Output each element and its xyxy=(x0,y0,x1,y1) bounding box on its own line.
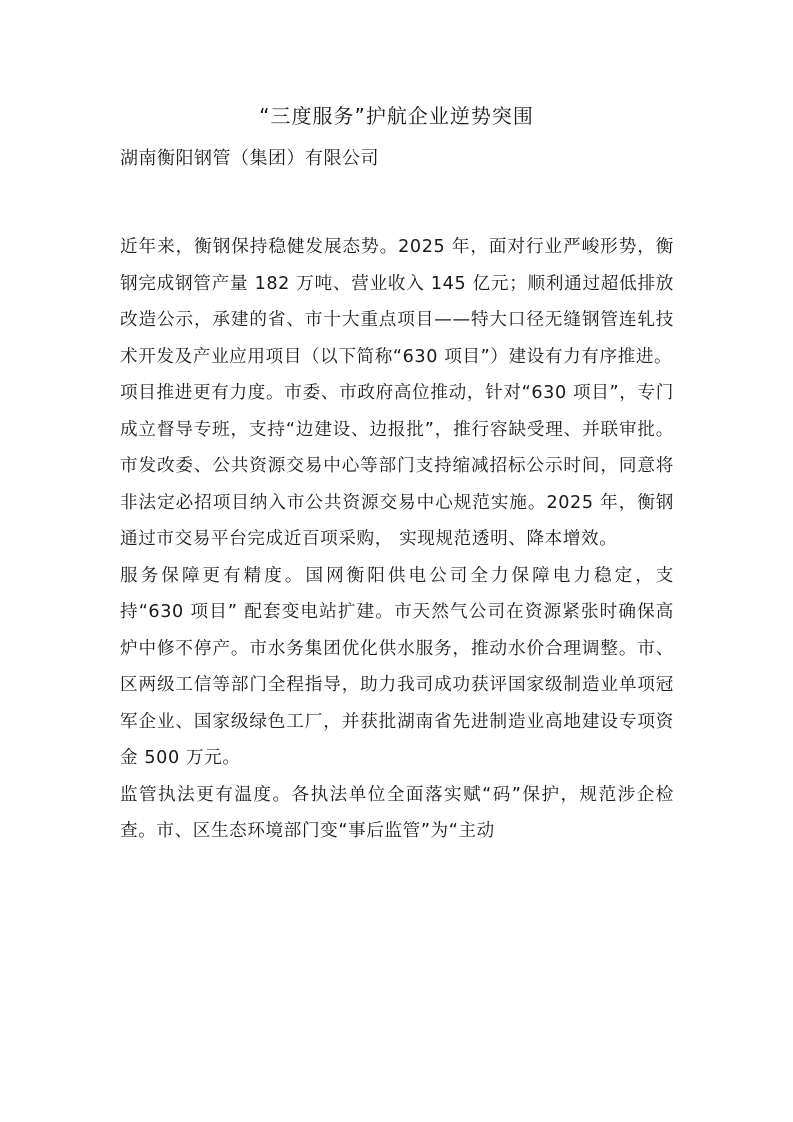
paragraph-project-progress: 项目推进更有力度。市委、市政府高位推动，针对“630 项目”，专门成立督导专班，支持“边建设、边报批”，推行容缺受理、并联审批。市发改委、公共资源交易中心等部门支持缩减招标公示时间，同意将非法定必招项目纳入市公共资源交易中心规范实施。2025 年，衡钢通过市交易平台完成近百项采购， 实现规范透明、降本增效。 xyxy=(120,383,674,549)
paragraph-service-guarantee: 服务保障更有精度。国网衡阳供电公司全力保障电力稳定，支持“630 项目” 配套变电站扩建。市天然气公司在资源紧张时确保高炉中修不停产。市水务集团优化供水服务，推动水价合理调整。市、区两级工信等部门全程指导，助力我司成功获评国家级制造业单项冠军企业、国家级绿色工厂，并获批湖南省先进制造业高地建设专项资金 500 万元。 xyxy=(120,565,674,768)
paragraph-regulatory-enforcement: 监管执法更有温度。各执法单位全面落实赋“码”保护，规范涉企检查。市、区生态环境部门变“事后监管”为“主动 xyxy=(120,784,674,841)
document-title: “三度服务”护航企业逆势突围 xyxy=(259,104,534,128)
document-body xyxy=(120,229,674,850)
paragraph-overview: 近年来，衡钢保持稳健发展态势。2025 年，面对行业严峻形势，衡钢完成钢管产量 182 万吨、营业收入 145 亿元；顺利通过超低排放改造公示，承建的省、市十大重点项目——特大口径无缝钢管连轧技术开发及产业应用项目（以下简称“630 项目”）建设有力有序推进。 xyxy=(120,237,674,367)
organization-name: 湖南衡阳钢管（集团）有限公司 xyxy=(120,148,379,169)
